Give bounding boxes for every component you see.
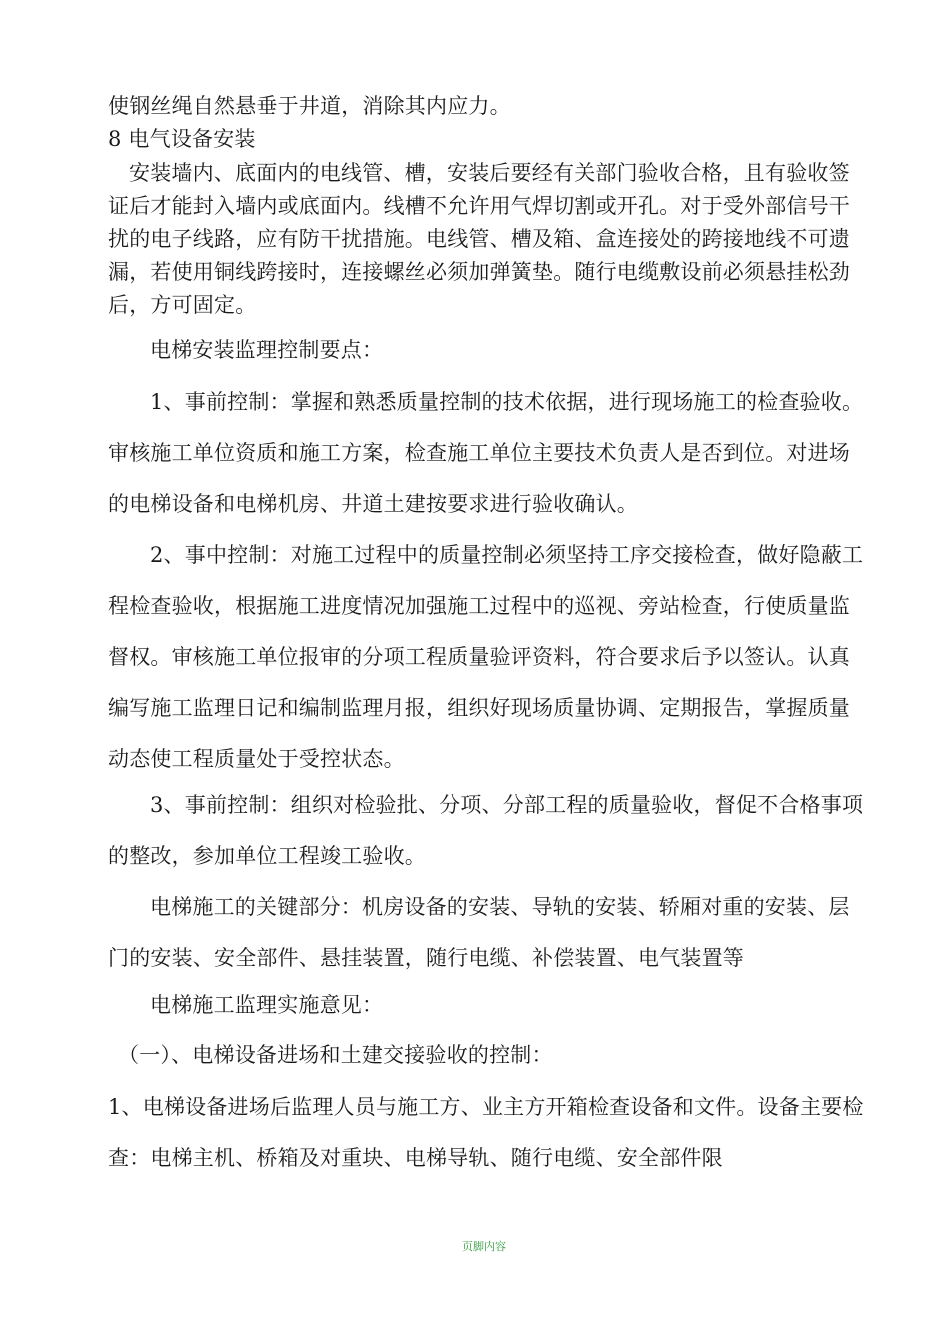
paragraph-implementation: 电梯施工监理实施意见：: [150, 993, 384, 1017]
paragraph-continuation: 使钢丝绳自然悬垂于井道，消除其内应力。: [108, 94, 511, 118]
paragraph-key-parts: 电梯施工的关键部分：机房设备的安装、导轨的安装、轿厢对重的安装、层门的安装、安全部件、悬挂装置，随行电缆、补偿装置、电气装置等: [108, 895, 850, 970]
paragraph-supervision-points: 电梯安装监理控制要点：: [150, 338, 384, 362]
paragraph-electrical-install: 安装墙内、底面内的电线管、槽，安装后要经有关部门验收合格，且有验收签证后才能封入墙内或底面内。线槽不允许用气焊切割或开孔。对于受外部信号干扰的电子线路，应有防干扰措施。电线管、槽及箱、盒连接处的跨接地线不可遗漏，若使用铜线跨接时，连接螺丝必须加弹簧垫。随行电缆敷设前必须悬挂松劲后，方可固定。: [108, 161, 850, 317]
paragraph-equipment-check: 1、电梯设备进场后监理人员与施工方、业主方开箱检查设备和文件。设备主要检查：电梯主机、桥箱及对重块、电梯导轨、随行电缆、安全部件限: [108, 1095, 864, 1170]
subsection-heading-1: （一）、电梯设备进场和土建交接验收的控制：: [118, 1043, 553, 1067]
section-heading-electrical: 8 电气设备安装: [108, 127, 256, 151]
paragraph-mid-control: 2、事中控制：对施工过程中的质量控制必须坚持工序交接检查，做好隐蔽工程检查验收，根据施工进度情况加强施工过程中的巡视、旁站检查，行使质量监督权。审核施工单位报审的分项工程质量验评资料，符合要求后予以签认。认真编写施工监理日记和编制监理月报，组织好现场质量协调、定期报告，掌握质量动态使工程质量处于受控状态。: [108, 543, 864, 771]
paragraph-pre-control: 1、事前控制：掌握和熟悉质量控制的技术依据，进行现场施工的检查验收。审核施工单位资质和施工方案，检查施工单位主要技术负责人是否到位。对进场的电梯设备和电梯机房、井道土建按要求进行验收确认。: [108, 390, 864, 516]
paragraph-post-control: 3、事前控制：组织对检验批、分项、分部工程的质量验收，督促不合格事项的整改，参加单位工程竣工验收。: [108, 793, 864, 868]
page-footer: 页脚内容: [462, 1240, 506, 1253]
